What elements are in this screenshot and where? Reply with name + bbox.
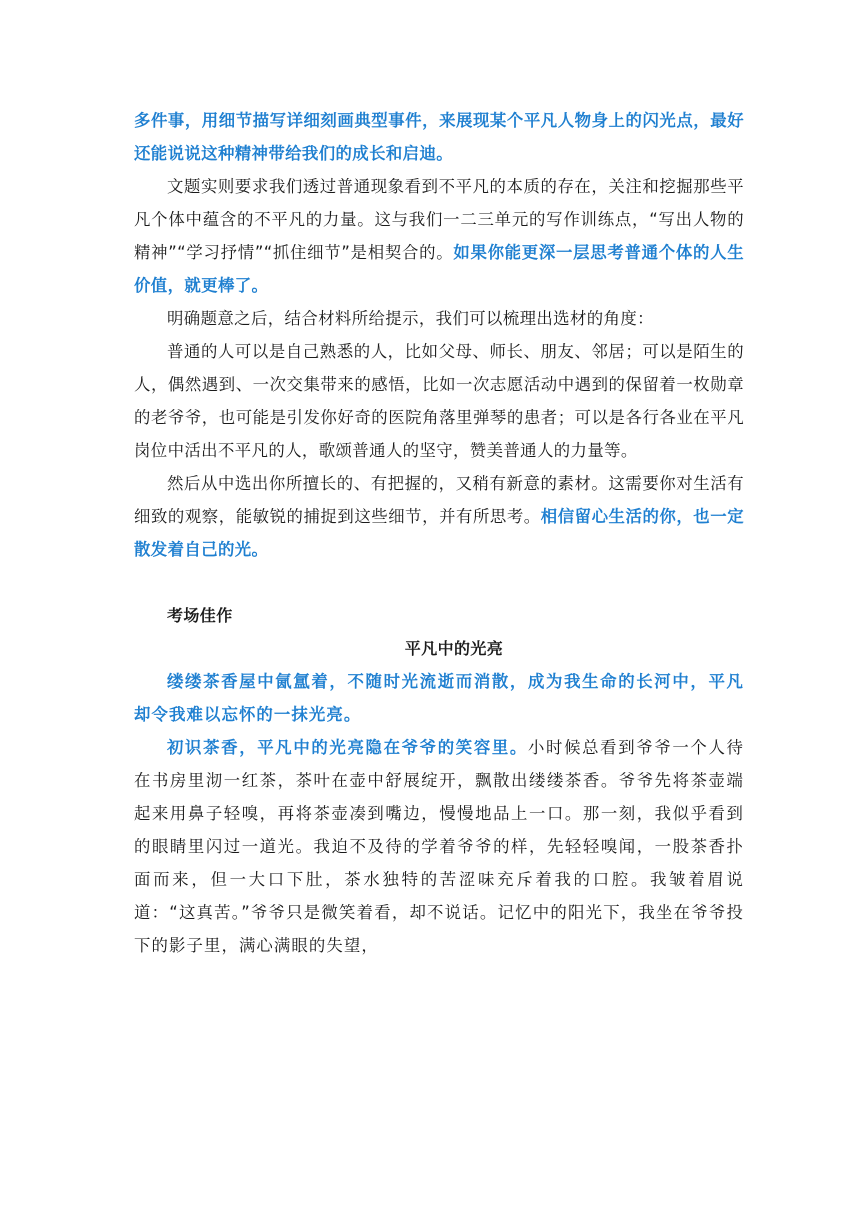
- body-text: 然后从中选出你所擅长的、有把握的，又稍有新意的素材。这需要你对生活有细致的观察，能敏锐的捕捉到这些细节，并有所思考。: [134, 474, 744, 526]
- spacer: [134, 566, 744, 599]
- highlight-text: 缕缕茶香屋中氤氲着，不随时光流逝而消散，成为我生命的长河中，平凡却令我难以忘怀的一抹光亮。: [134, 672, 744, 724]
- body-text: 文题实则要求我们透过普通现象看到不平凡的本质的存在，关注和挖掘那些平凡个体中蕴含的不平凡的力量。这与我们一二三单元的写作训练点，“写出人物的精神”“学习抒情”“抓住细节”是相契合的。: [134, 177, 744, 262]
- body-text: 明确题意之后，结合材料所给提示，我们可以梳理出选材的角度：: [167, 309, 654, 328]
- analysis-paragraph-4: [134, 335, 744, 467]
- highlight-text: 初识茶香，平凡中的光亮隐在爷爷的笑容里。: [167, 738, 528, 757]
- analysis-paragraph-2: [134, 170, 744, 302]
- analysis-paragraph-1: [134, 104, 744, 170]
- body-text: 小时候总看到爷爷一个人待在书房里沏一红茶，茶叶在壶中舒展绽开，飘散出缕缕茶香。爷爷先将茶壶端起来用鼻子轻嗅，再将茶壶凑到嘴边，慢慢地品上一口。那一刻，我似乎看到的眼睛里闪过一道光。我迫不及待的学着爷爷的样，先轻轻嗅闻，一股茶香扑面而来，但一大口下肚，茶水独特的苦涩味充斥着我的口腔。我皱着眉说道：“这真苦。”爷爷只是微笑着看，却不说话。记忆中的阳光下，我坐在爷爷投下的影子里，满心满眼的失望，: [134, 738, 745, 955]
- essay-paragraph-2: [134, 731, 744, 962]
- highlight-text: 相信留心生活的你，也一定散发着自己的光。: [134, 507, 744, 559]
- analysis-paragraph-5: [134, 467, 744, 566]
- essay-paragraph-1: [134, 665, 744, 731]
- analysis-paragraph-3: [134, 302, 744, 335]
- essay-title: 平凡中的光亮: [404, 639, 504, 658]
- body-text: 普通的人可以是自己熟悉的人，比如父母、师长、朋友、邻居；可以是陌生的人，偶然遇到、一次交集带来的感悟，比如一次志愿活动中遇到的保留着一枚勋章的老爷爷，也可能是引发你好奇的医院角落里弹琴的患者；可以是各行各业在平凡岗位中活出不平凡的人，歌颂普通人的坚守，赞美普通人的力量等。: [134, 342, 744, 460]
- essay-body: [134, 665, 744, 962]
- document-body: [134, 104, 744, 962]
- section-heading: 考场佳作: [167, 606, 233, 625]
- highlight-text: 多件事，用细节描写详细刻画典型事件，来展现某个平凡人物身上的闪光点，最好还能说说这种精神带给我们的成长和启迪。: [134, 111, 744, 163]
- highlight-text: 如果你能更深一层思考普通个体的人生价值，就更棒了。: [134, 243, 744, 295]
